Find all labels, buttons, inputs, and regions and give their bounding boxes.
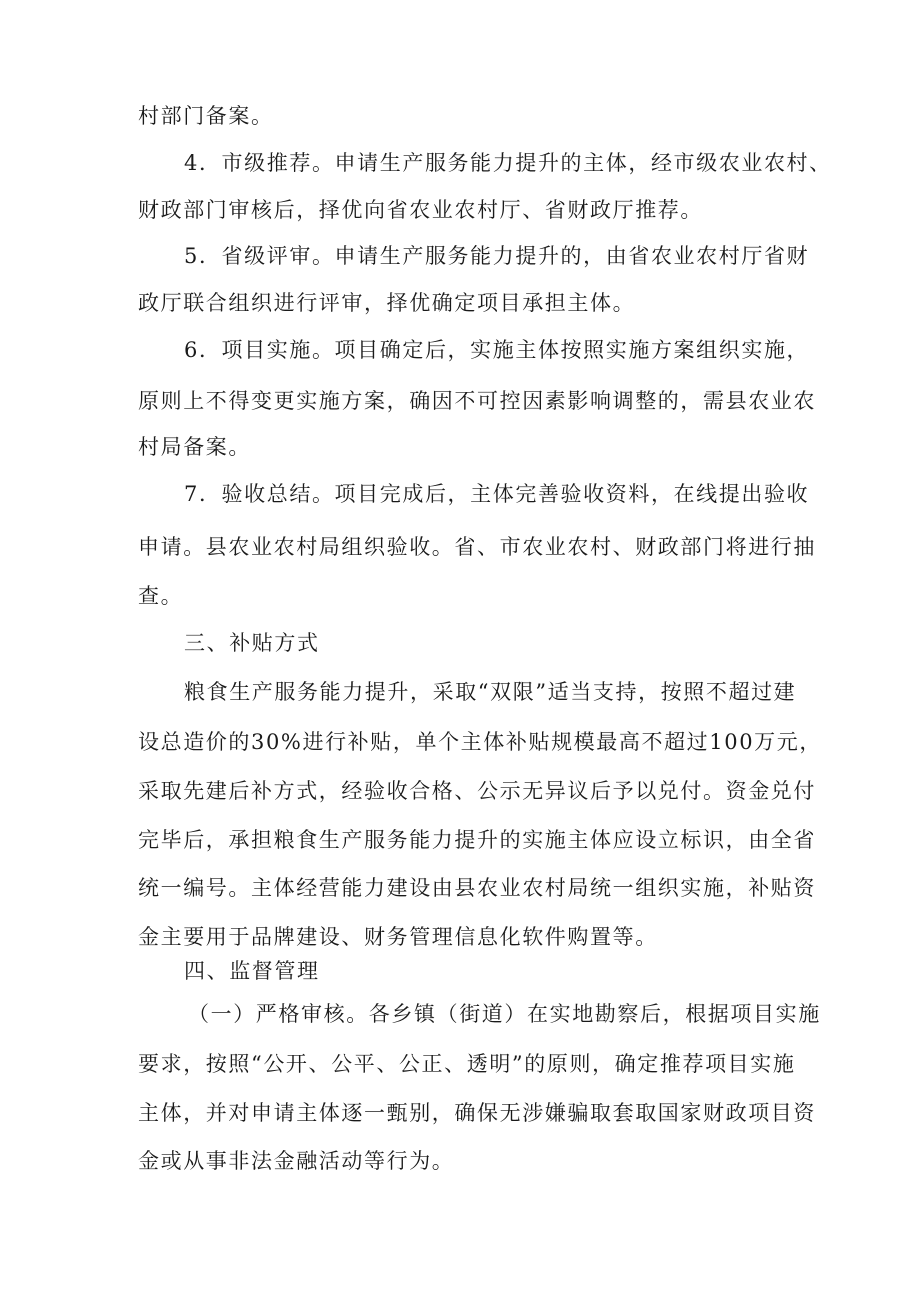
- paragraph-line-1: 村部门备案。: [138, 104, 274, 128]
- paragraph-line-17: 金主要用于品牌建设、财务管理信息化软件购置等。: [138, 925, 658, 949]
- paragraph-line-7: 原则上不得变更实施方案，确因不可控因素影响调整的，需县农业农: [138, 389, 816, 413]
- paragraph-line-15: 完毕后，承担粮食生产服务能力提升的实施主体应设立标识，由全省: [138, 828, 816, 852]
- paragraph-line-14: 采取先建后补方式，经验收合格、公示无异议后予以兑付。资金兑付: [138, 779, 816, 803]
- paragraph-line-3: 财政部门审核后，择优向省农业农村厅、省财政厅推荐。: [138, 198, 703, 222]
- paragraph-line-8: 村局备案。: [138, 435, 251, 459]
- paragraph-line-21: 金或从事非法金融活动等行为。: [138, 1149, 455, 1173]
- paragraph-line-10: 申请。县农业农村局组织验收。省、市农业农村、财政部门将进行抽: [138, 535, 816, 559]
- section-heading-3: 三、补贴方式: [184, 631, 320, 655]
- paragraph-line-9: 7．验收总结。项目完成后，主体完善验收资料，在线提出验收: [184, 482, 810, 506]
- paragraph-line-18: （一）严格审核。各乡镇（街道）在实地勘察后，根据项目实施: [188, 1002, 821, 1026]
- paragraph-line-5: 政厅联合组织进行评审，择优确定项目承担主体。: [138, 291, 636, 315]
- paragraph-line-11: 查。: [138, 584, 184, 608]
- section-heading-4: 四、监督管理: [184, 959, 320, 983]
- paragraph-line-2: 4．市级推荐。申请生产服务能力提升的主体，经市级农业农村、: [184, 151, 832, 175]
- paragraph-line-4: 5．省级评审。申请生产服务能力提升的，由省农业农村厅省财: [184, 244, 810, 268]
- paragraph-line-20: 主体，并对申请主体逐一甄别，确保无涉嫌骗取套取国家财政项目资: [138, 1101, 816, 1125]
- paragraph-line-13: 设总造价的30%进行补贴，单个主体补贴规模最高不超过100万元，: [138, 730, 822, 754]
- paragraph-line-6: 6．项目实施。项目确定后，实施主体按照实施方案组织实施，: [184, 338, 810, 362]
- paragraph-line-12: 粮食生产服务能力提升，采取“双限”适当支持，按照不超过建: [184, 680, 797, 704]
- paragraph-line-19: 要求，按照“公开、公平、公正、透明”的原则，确定推荐项目实施: [138, 1052, 796, 1076]
- paragraph-line-16: 统一编号。主体经营能力建设由县农业农村局统一组织实施，补贴资: [138, 876, 816, 900]
